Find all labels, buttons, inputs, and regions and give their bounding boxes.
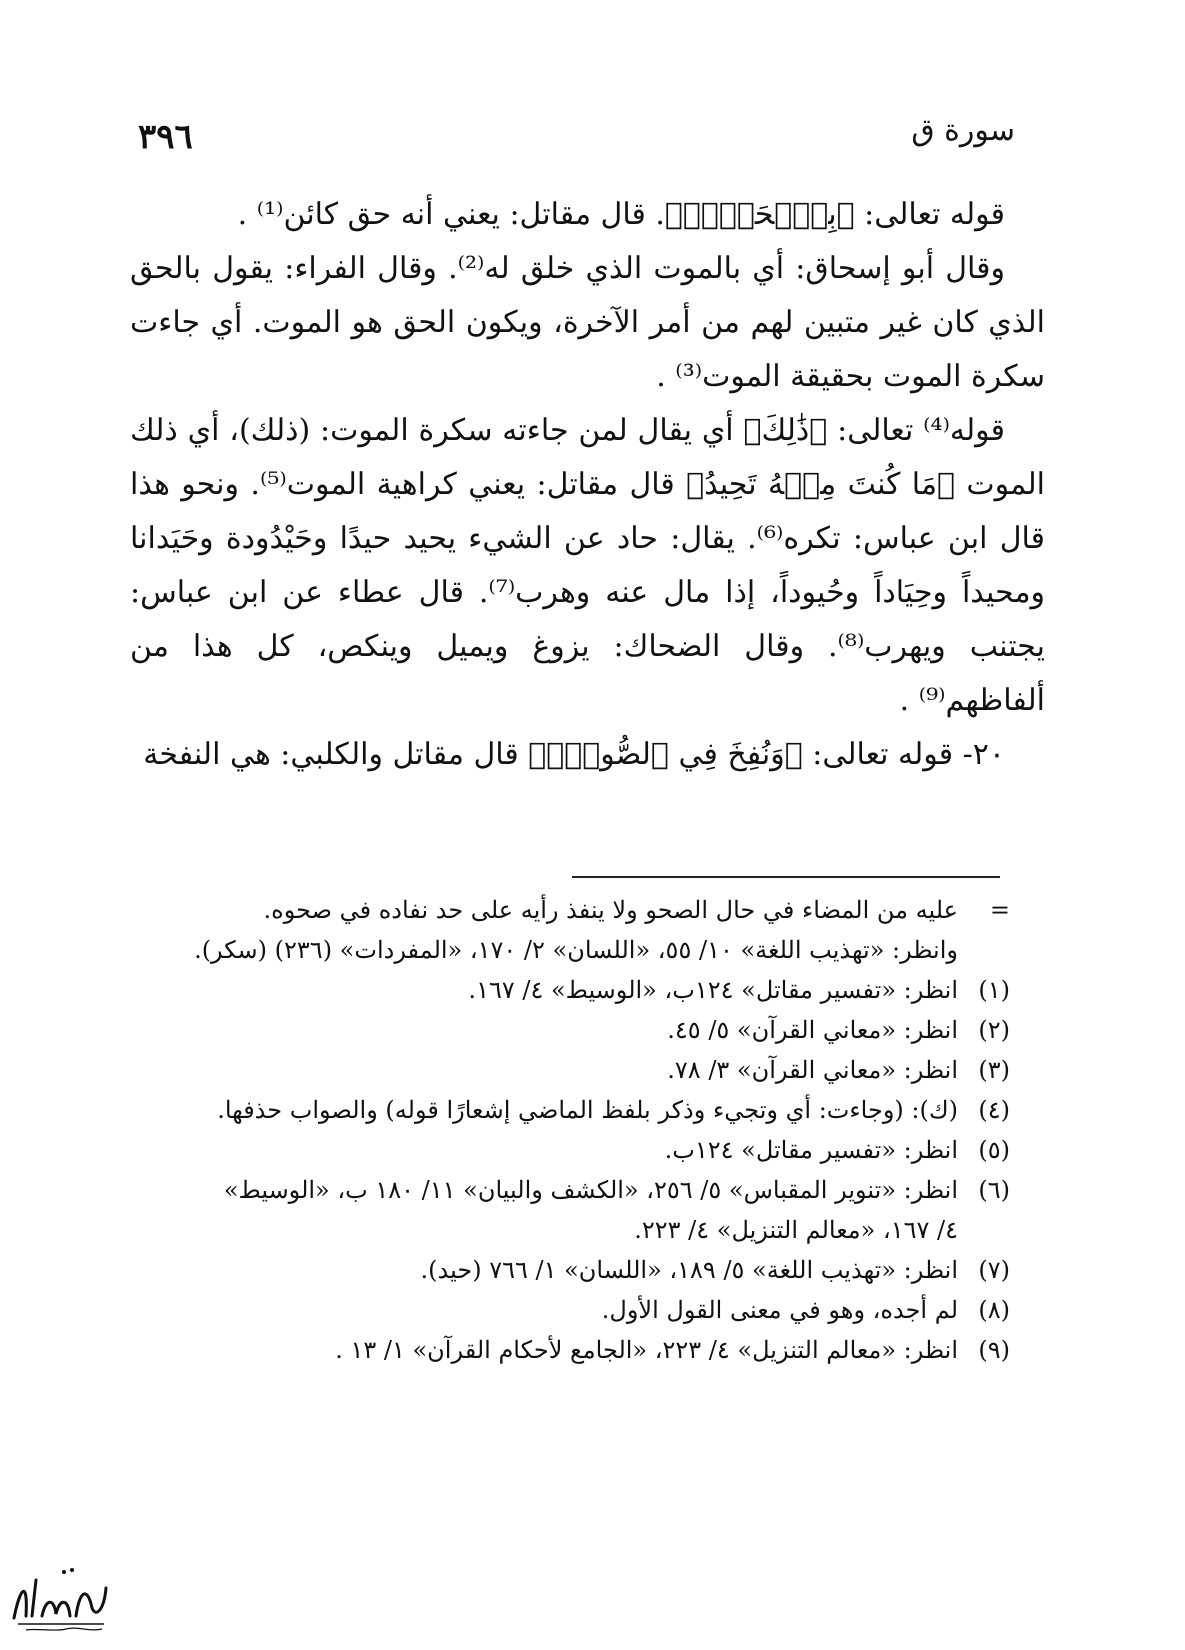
footnote-text-continued: وانظر: «تهذيب اللغة» ١٠/ ٥٥، «اللسان» ٢/ ١٧٠، «المفردات» (٢٣٦) (سكر). [194,936,958,964]
footnotes [130,890,1010,1370]
paragraph-3: قوله⁽⁴⁾ تعالى: ﴿ذَٰلِكَ﴾ أي يقال لمن جاءته سكرة الموت: (ذلك)، أي ذلك الموت ﴿مَا كُنتَ مِنۡهُ تَحِيدُ﴾ قال مقاتل: يعني كراهية الموت⁽⁵⁾. ونحو هذا قال ابن عباس: تكره⁽⁶⁾. يقال: حاد عن الشيء يحيد حيدًا وحَيْدُودة وحَيَدانا ومحيداً وحِيَاداً وحُيوداً، إذا مال عنه وهرب⁽⁷⁾. قال عطاء عن ابن عباس: يجتنب ويهرب⁽⁸⁾. وقال الضحاك: يزوغ ويميل وينكص، كل هذا من ألفاظهم⁽⁹⁾ . [130,413,1045,718]
page-number: ٣٩٦ [138,117,193,157]
footnote-number: (٦) [978,1176,1010,1204]
footnote-number: (٨) [978,1296,1010,1324]
footnote-text: انظر: «تفسير مقاتل» ١٢٤ب، «الوسيط» ٤/ ١٦٧. [468,976,958,1004]
footnote-text: (ك): (وجاءت: أي وتجيء وذكر بلفظ الماضي إشعارًا قوله) والصواب حذفها. [217,1096,958,1124]
footnote-9 [130,1330,1010,1370]
footnote-5 [130,1130,1010,1170]
footnote-text: انظر: «تنوير المقباس» ٥/ ٢٥٦، «الكشف والبيان» ١١/ ١٨٠ ب، «الوسيط» [223,1176,958,1204]
footnote-3 [130,1050,1010,1090]
footnote-4 [130,1090,1010,1130]
surah-title: سورة ق [911,113,1015,148]
footnote-1 [130,970,1010,1010]
footnote-number: (٢) [978,1016,1010,1044]
footnote-number: (٤) [978,1096,1010,1124]
footnote-continued [130,890,1010,970]
footnote-7 [130,1250,1010,1290]
paragraph-4: ٢٠- قوله تعالى: ﴿وَنُفِخَ فِي ٱلصُّورِۚ﴾ قال مقاتل والكلبي: هي النفخة [143,737,1005,772]
footnote-text: لم أجده، وهو في معنى القول الأول. [601,1296,958,1324]
footnote-number: (٥) [978,1136,1010,1164]
main-text [130,188,1045,782]
paragraph-2: وقال أبو إسحاق: أي بالموت الذي خلق له⁽²⁾. وقال الفراء: يقول بالحق الذي كان غير متبين لهم من أمر الآخرة، ويكون الحق هو الموت. أي جاءت سكرة الموت بحقيقة الموت⁽³⁾ . [130,251,1045,394]
footnote-number: (١) [978,976,1010,1004]
paragraph-1: قوله تعالى: ﴿بِٱلۡحَقِّۚ﴾. قال مقاتل: يعني أنه حق كائن⁽¹⁾ . [237,197,1005,232]
footnote-8 [130,1290,1010,1330]
footnote-number: (٣) [978,1056,1010,1084]
footnote-number: (٩) [978,1336,1010,1364]
footnote-text: انظر: «معاني القرآن» ٥/ ٤٥. [667,1016,958,1044]
footnote-6 [130,1170,1010,1250]
footnote-text: انظر: «تفسير مقاتل» ١٢٤ب. [664,1136,958,1164]
footnote-text: انظر: «معالم التنزيل» ٤/ ٢٢٣، «الجامع لأحكام القرآن» ١/ ١٣ . [335,1336,958,1364]
publisher-logo [6,1558,116,1640]
footnote-separator [572,876,1000,878]
footnote-text-continued: ٤/ ١٦٧، «معالم التنزيل» ٤/ ٢٢٣. [634,1216,958,1244]
footnote-text: انظر: «معاني القرآن» ٣/ ٧٨. [667,1056,958,1084]
footnote-text: انظر: «تهذيب اللغة» ٥/ ١٨٩، «اللسان» ١/ ٧٦٦ (حيد). [420,1256,958,1284]
page-header [138,105,1015,165]
footnote-number: (٧) [978,1256,1010,1284]
footnote-number: = [989,896,1010,924]
footnote-2 [130,1010,1010,1050]
footnote-text: عليه من المضاء في حال الصحو ولا ينفذ رأيه على حد نفاده في صحوه. [263,896,958,924]
